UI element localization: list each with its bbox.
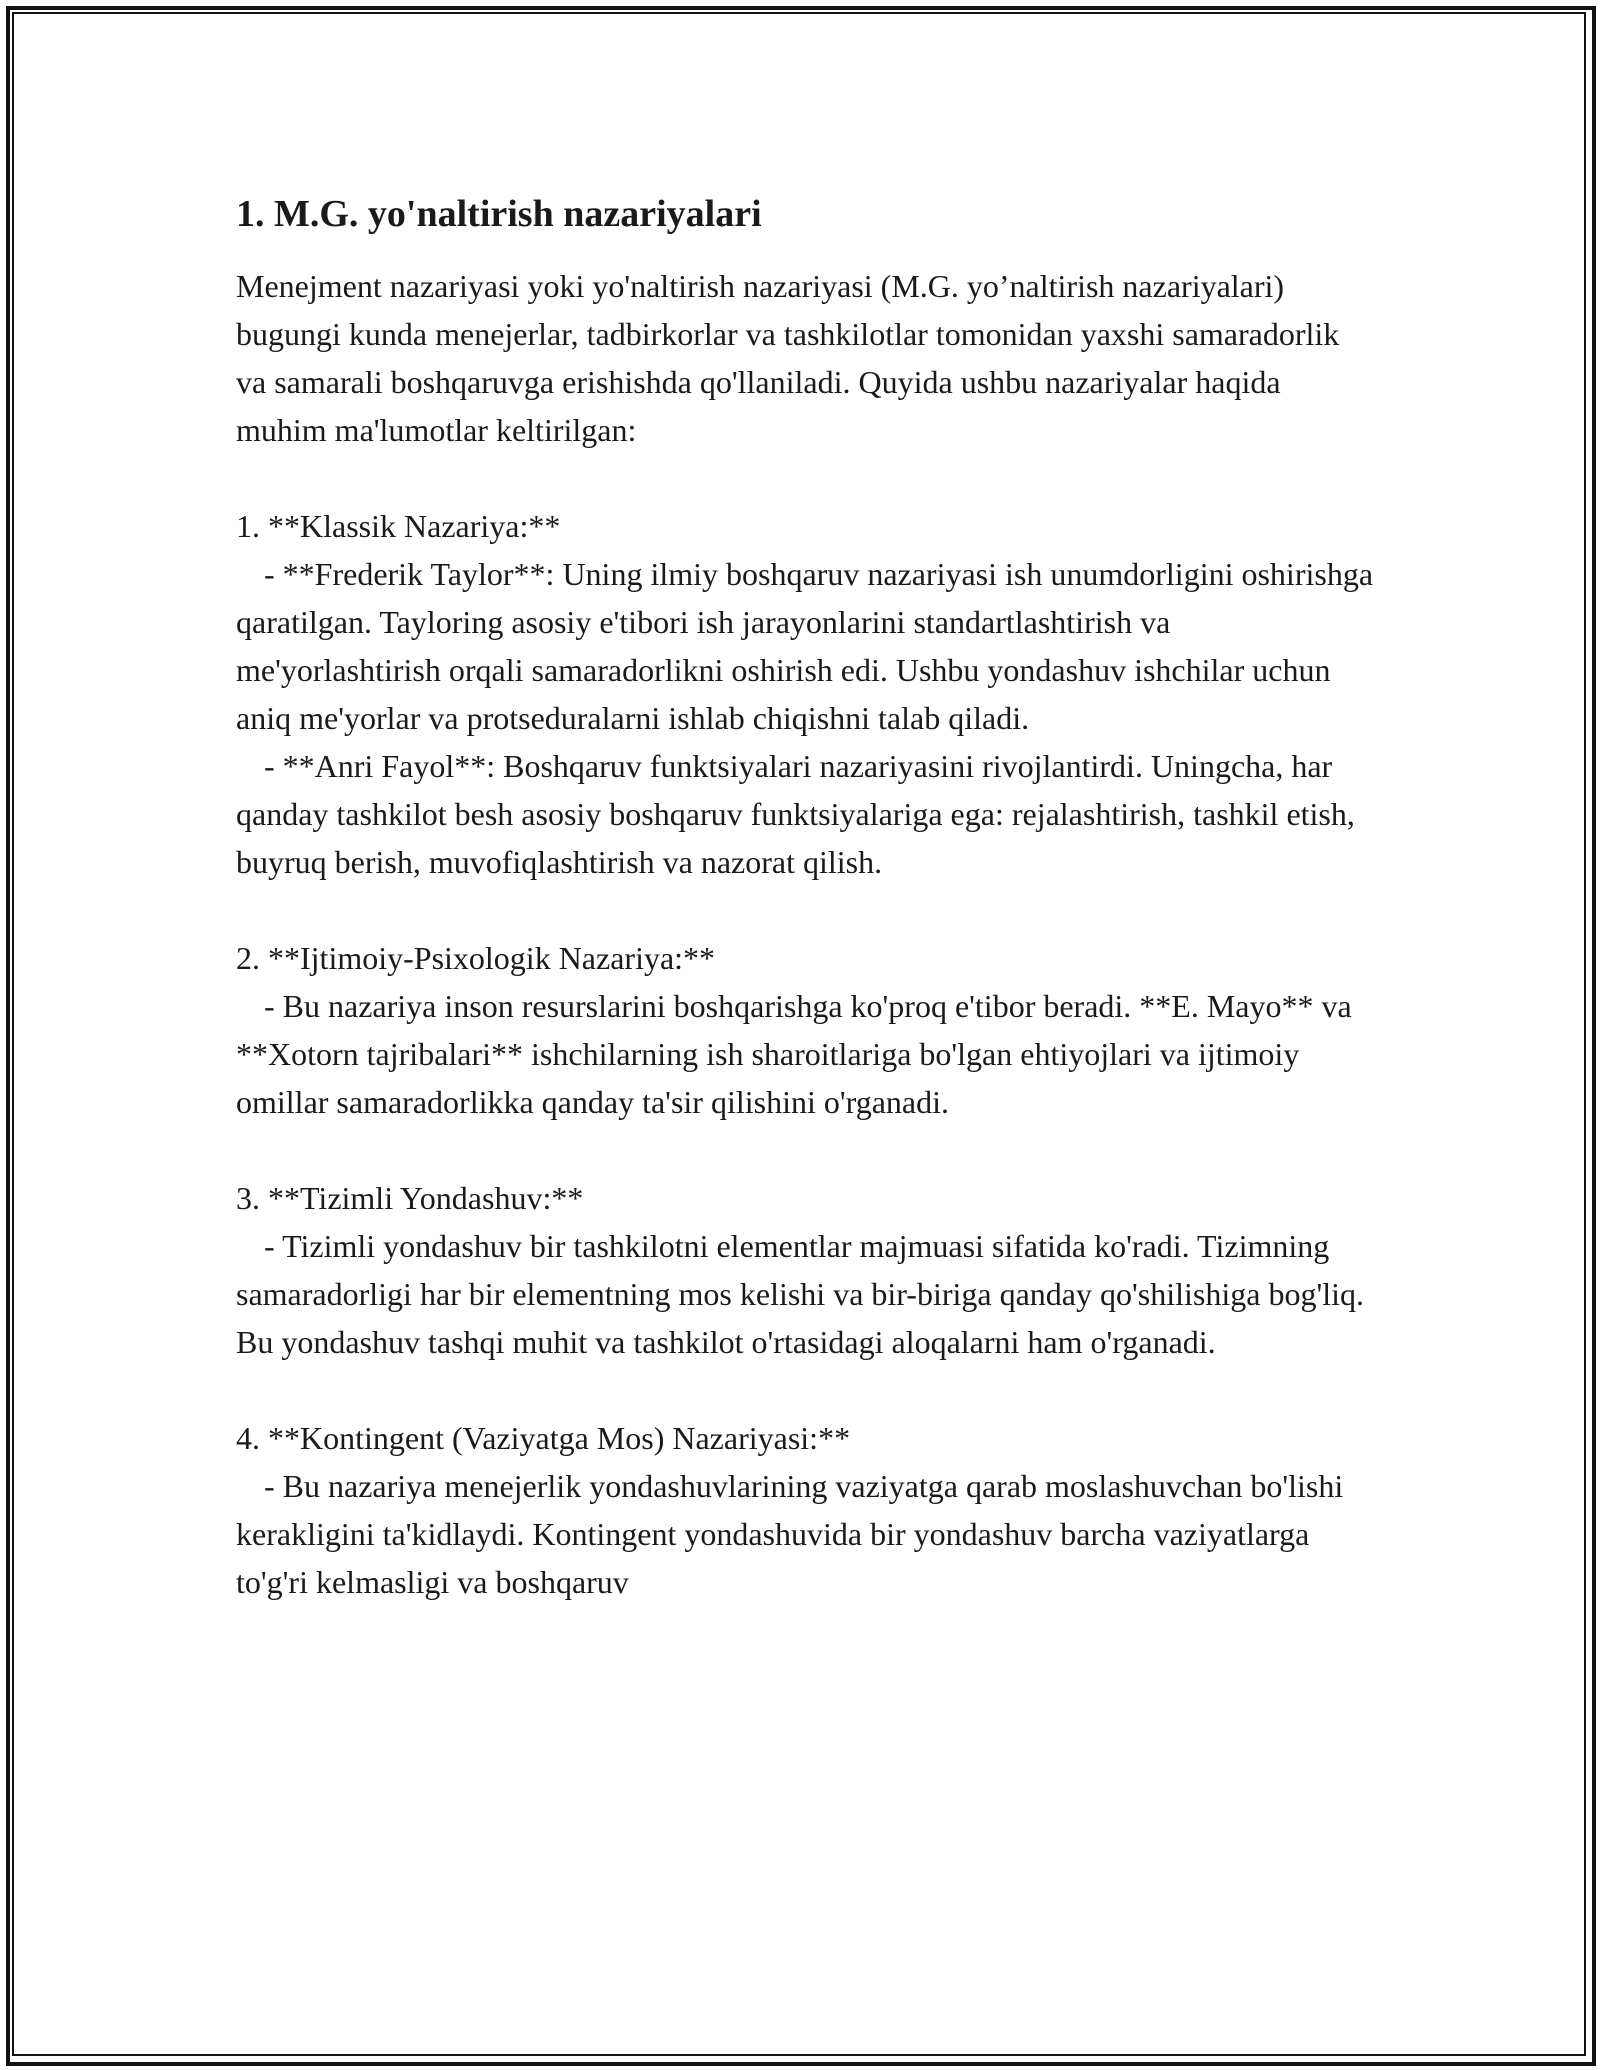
section-systems bbox=[236, 1174, 1376, 1366]
section-item: - **Frederik Taylor**: Uning ilmiy boshqaruv nazariyasi ish unumdorligini oshirishga qaratilgan. Tayloring asosiy e'tibori ish jarayonlarini standartlashtirish va me'yorlashtirish orqali samaradorlikni oshirish edi. Ushbu yondashuv ishchilar uchun aniq me'yorlar va protseduralarni ishlab chiqishni talab qiladi. bbox=[236, 556, 1374, 736]
section-classic bbox=[236, 502, 1376, 886]
document-body bbox=[236, 186, 1376, 1606]
section-social-psychological bbox=[236, 934, 1376, 1126]
section-item: - Tizimli yondashuv bir tashkilotni elementlar majmuasi sifatida ko'radi. Tizimning samaradorligi har bir elementning mos kelishi va bir-biriga qanday qo'shilishiga bog'liq. Bu yondashuv tashqi muhit va tashkilot o'rtasidagi aloqalarni ham o'rganadi. bbox=[236, 1228, 1364, 1360]
section-item: - **Anri Fayol**: Boshqaruv funktsiyalari nazariyasini rivojlantirdi. Uningcha, har qanday tashkilot besh asosiy boshqaruv funktsiyalariga ega: rejalashtirish, tashkil etish, buyruq berish, muvofiqlashtirish va nazorat qilish. bbox=[236, 748, 1355, 880]
section-heading: 2. **Ijtimoiy-Psixologik Nazariya:** bbox=[236, 940, 716, 976]
section-item: - Bu nazariya menejerlik yondashuvlarining vaziyatga qarab moslashuvchan bo'lishi kerakligini ta'kidlaydi. Kontingent yondashuvida bir yondashuv barcha vaziyatlarga to'g'ri kelmasligi va boshqaruv bbox=[236, 1468, 1344, 1600]
page-title: 1. M.G. yo'naltirish nazariyalari bbox=[236, 193, 762, 235]
section-heading: 3. **Tizimli Yondashuv:** bbox=[236, 1180, 584, 1216]
intro-paragraph: Menejment nazariyasi yoki yo'naltirish nazariyasi (M.G. yo’naltirish nazariyalari) bugungi kunda menejerlar, tadbirkorlar va tashkilotlar tomonidan yaxshi samaradorlik va samarali boshqaruvga erishishda qo'llaniladi. Quyida ushbu nazariyalar haqida muhim ma'lumotlar keltirilgan: bbox=[236, 268, 1340, 448]
section-contingency bbox=[236, 1414, 1376, 1606]
section-heading: 1. **Klassik Nazariya:** bbox=[236, 508, 561, 544]
section-item: - Bu nazariya inson resurslarini boshqarishga ko'proq e'tibor beradi. **E. Mayo** va **Xotorn tajribalari** ishchilarning ish sharoitlariga bo'lgan ehtiyojlari va ijtimoiy omillar samaradorlikka qanday ta'sir qilishini o'rganadi. bbox=[236, 988, 1352, 1120]
section-heading: 4. **Kontingent (Vaziyatga Mos) Nazariyasi:** bbox=[236, 1420, 851, 1456]
